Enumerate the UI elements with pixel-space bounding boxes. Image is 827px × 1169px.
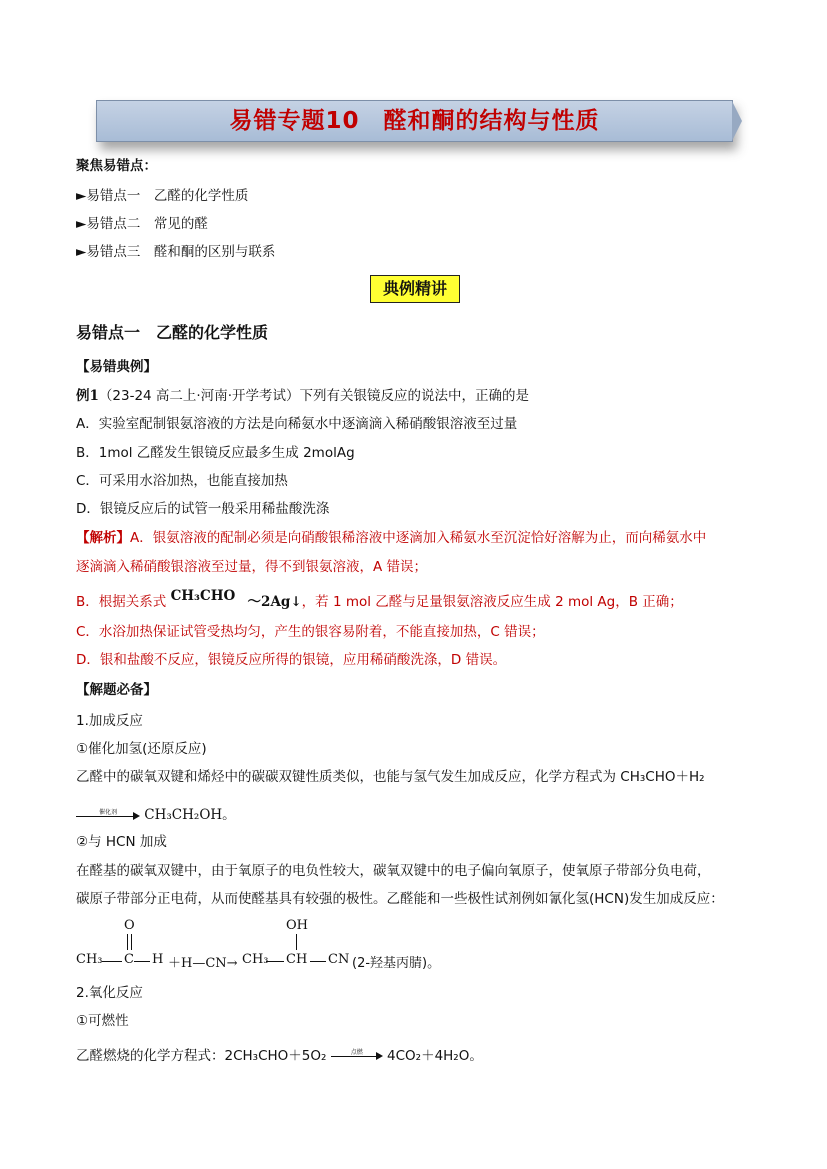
- essentials-h1b: ②与 HCN 加成: [76, 834, 167, 850]
- option-c: C．可采用水浴加热，也能直接加热: [76, 473, 288, 489]
- analysis-tag: 【解析】: [76, 530, 130, 546]
- analysis-line-d: D．银和盐酸不反应，银镜反应所得的银镜，应用稀硝酸洗涤，D 错误。: [76, 652, 507, 668]
- analysis-line-b: [76, 588, 683, 612]
- question-source: （23-24 高二上·河南·开学考试）下列有关银镜反应的说法中，正确的是: [98, 388, 530, 404]
- relation-formula-1: CH₃CHO: [170, 588, 236, 604]
- focus-item-2: ►易错点二 常见的醛: [76, 216, 208, 232]
- example-badge: 典例精讲: [370, 275, 460, 303]
- option-d: D．银镜反应后的试管一般采用稀盐酸洗涤: [76, 501, 330, 517]
- analysis-b-pre: B．根据关系式: [76, 594, 167, 610]
- methyl-group-2: CH₃: [242, 952, 269, 967]
- analysis-line-c: C．水浴加热保证试管受热均匀，产生的银容易附着，不能直接加热，C 错误；: [76, 624, 545, 640]
- focus-item-1: ►易错点一 乙醛的化学性质: [76, 188, 249, 204]
- option-a: A．实验室配制银氨溶液的方法是向稀氨水中逐滴滴入稀硝酸银溶液至过量: [76, 416, 518, 432]
- title-banner: [96, 100, 733, 142]
- analysis-line-a1: [76, 528, 706, 548]
- document-title: 易错专题10 醛和酮的结构与性质: [229, 108, 600, 134]
- focus-item-3: ►易错点三 醛和酮的区别与联系: [76, 244, 276, 260]
- reaction-arrow: [76, 808, 140, 821]
- focus-heading: 聚焦易错点：: [76, 158, 157, 174]
- essentials-p1: 乙醛中的碳氧双键和烯烃中的碳碳双键性质类似，也能与氢气发生加成反应，化学方程式为 CH₃CHO＋H₂: [76, 769, 705, 785]
- essentials-h1: 1.加成反应: [76, 713, 143, 729]
- aldehyde-hydrogen: H: [152, 952, 164, 967]
- combustion-products: 4CO₂＋4H₂O。: [387, 1048, 483, 1064]
- combustion-equation: [76, 1046, 483, 1066]
- carbonyl-oxygen: O: [124, 918, 135, 933]
- banner-fold-decoration: [732, 101, 742, 141]
- hydrogenation-product: CH₃CH₂OH。: [144, 807, 236, 823]
- section-heading: 易错点一 乙醛的化学性质: [76, 323, 269, 342]
- essentials-h2a: ①可燃性: [76, 1013, 129, 1029]
- carbonyl-carbon: C: [124, 952, 134, 967]
- essentials-tag: 【解题必备】: [76, 682, 157, 698]
- product-name: (2-羟基丙腈)。: [352, 956, 441, 971]
- example-tag: 【易错典例】: [76, 359, 157, 375]
- question-stem: [76, 386, 529, 406]
- analysis-a-text: A．银氨溶液的配制必须是向硝酸银稀溶液中逐滴加入稀氨水至沉淀恰好溶解为止，而向稀氨水中: [130, 530, 707, 546]
- essentials-p2-line1: 在醛基的碳氧双键中，由于氧原子的电负性较大，碳氧双键中的电子偏向氧原子，使氧原子带部分负电荷，: [76, 863, 711, 879]
- plus-hcn: ＋H—CN→: [168, 956, 238, 971]
- essentials-p2-line2: 碳原子带部分正电荷，从而使醛基具有较强的极性。乙醛能和一些极性试剂例如氰化氢(HCN)发生加成反应：: [76, 891, 724, 907]
- option-b: B．1mol 乙醛发生银镜反应最多生成 2molAg: [76, 445, 355, 461]
- nitrile-group: CN: [328, 952, 350, 967]
- arrow-condition-top: 催化剂: [98, 808, 117, 816]
- relation-formula-2: ～2Ag↓: [247, 594, 302, 610]
- hydrogenation-equation: [76, 805, 236, 825]
- question-label: 例1: [76, 388, 99, 404]
- essentials-h1a: ①催化加氢(还原反应): [76, 741, 207, 757]
- analysis-b-post: ，若 1 mol 乙醛与足量银氨溶液反应生成 2 mol Ag，B 正确；: [301, 594, 683, 610]
- methine-group: CH: [286, 952, 308, 967]
- analysis-line-a2: 逐滴滴入稀硝酸银溶液至过量，得不到银氨溶液，A 错误；: [76, 559, 428, 575]
- combustion-reactants: 乙醛燃烧的化学方程式：2CH₃CHO＋5O₂: [76, 1048, 327, 1064]
- combustion-arrow: [331, 1051, 383, 1061]
- hydroxyl-group: OH: [286, 918, 308, 933]
- hcn-addition-structure: [76, 918, 496, 973]
- methyl-group-1: CH₃: [76, 952, 103, 967]
- combustion-condition: 点燃: [350, 1049, 363, 1056]
- essentials-h2: 2.氧化反应: [76, 985, 143, 1001]
